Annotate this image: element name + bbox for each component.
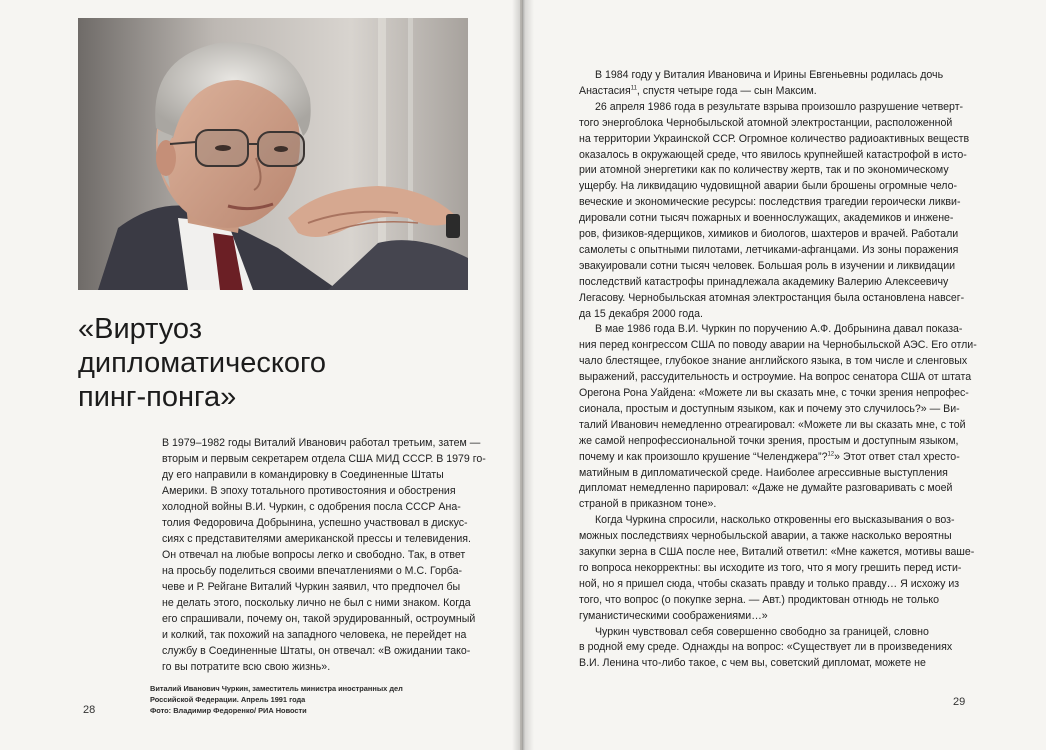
text-line: службу в Соединенные Штаты, он отвечал: «В ожидании тако-: [162, 645, 471, 657]
text-line: [579, 434, 958, 449]
text-line-content: можных последствиях чернобыльской аварии, а также насколько вероятны: [579, 530, 952, 543]
text-line-content: оказалось в окружающей среде, что явилось крупнейшей катастрофой в исто-: [579, 148, 967, 161]
text-line-content: талий Иванович немедленно отреагировал: «Можете ли вы сказать мне, с той: [579, 418, 966, 431]
text-line-content: Легасову. Чернобыльская атомная электростанция была остановлена навсег-: [579, 291, 965, 304]
text-line-content: В мае 1986 года В.И. Чуркин по поручению А.Ф. Добрынина давал показа-: [595, 323, 963, 336]
text-line-content: чало блестящее, глубокое знание английского языка, в том числе и сленговых: [579, 355, 968, 368]
right-page: [523, 0, 1046, 750]
text-line: [579, 307, 703, 322]
text-line: [579, 227, 958, 242]
text-line: [579, 418, 966, 433]
text-line: [579, 259, 955, 274]
text-line-content: матийным в дипломатической среде. Наиболее агрессивные выступления: [579, 466, 948, 479]
text-line-content: рии атомной энергетики как по количеству жертв, так и по экономическому: [579, 164, 949, 177]
text-line: [579, 291, 964, 306]
text-line: [579, 243, 958, 258]
text-line: не делать этого, поскольку лично не был с ними знаком. Когда: [162, 597, 471, 609]
chapter-title: [78, 312, 498, 414]
text-line-content: выражений, рассудительность и остроумие. На вопрос сенатора США от штата: [579, 371, 972, 384]
text-line-content: ния перед конгрессом США по поводу аварии на Чернобыльской АЭС. Его отли-: [579, 339, 977, 352]
text-line-content: ной, но я пришел сюда, чтобы сказать правду и только правду… Я исхожу из: [579, 577, 960, 590]
text-line-content: да 15 декабря 2000 года.: [579, 307, 703, 320]
text-line-content: Орегона Рона Уайдена: «Можете ли вы сказать мне, с точки зрения непрофес-: [579, 387, 969, 399]
text-line: [579, 132, 969, 147]
text-line: [579, 466, 948, 481]
text-line: вторым и первым секретарем отдела США МИД СССР. В 1979 го-: [162, 453, 486, 465]
text-line-content: почему и как произошло крушение “Челенджера”?: [579, 450, 828, 463]
text-line: Он отвечал на любые вопросы легко и свободно. Так, в ответ: [162, 549, 466, 561]
text-line: толия Федоровича Добрынина, успешно участвовал в дискус-: [162, 517, 468, 529]
chapter-title-line: «Виртуоз: [78, 313, 203, 345]
text-line: холодной войны В.И. Чуркин, с одобрения посла СССР Ана-: [162, 501, 461, 513]
text-line-content: Чуркин чувствовал себя совершенно свободно за границей, словно: [595, 625, 929, 638]
text-line: чеве и Р. Рейгане Виталий Чуркин заявил, что предпочел бы: [162, 581, 461, 593]
text-line-content: на территории Украинской ССР. Огромное количество радиоактивных веществ: [579, 132, 970, 145]
text-line: [579, 577, 959, 592]
text-line-content: 26 апреля 1986 года в результате взрыва произошло разрушение четверт-: [595, 100, 964, 113]
caption-line: Российской Федерации. Апрель 1991 года: [150, 695, 306, 704]
text-line: [579, 545, 974, 560]
text-line: [579, 529, 952, 544]
footnote-ref: 12: [827, 451, 835, 458]
caption-line: Виталий Иванович Чуркин, заместитель министра иностранных дел: [150, 684, 403, 693]
text-line-content: гуманистическими соображениями…»: [579, 609, 768, 622]
text-line-content: сионала, простым и доступным языком, как и почему это случилось?» — Ви-: [579, 402, 960, 415]
text-line: [579, 640, 952, 655]
text-line-content: В.И. Ленина что-либо такое, с чем вы, советский дипломат, можете не: [579, 657, 926, 670]
text-line: В 1979–1982 годы Виталий Иванович работал третьим, затем —: [162, 437, 481, 449]
text-line: [579, 179, 957, 194]
text-line: сиях с представителями американской прессы и телевидения.: [162, 533, 471, 545]
chapter-title-line: пинг-понга»: [78, 381, 237, 413]
caption-line: Фото: Владимир Федоренко/ РИА Новости: [150, 706, 307, 715]
text-line-content: эвакуировали сотни тысяч человек. Большая роль в изучении и ликвидации: [579, 259, 956, 272]
text-line-content: самолеты с опытными пилотами, летчиками-афганцами. Из зоны поражения: [579, 243, 959, 256]
text-line: на просьбу поделиться своими впечатлениями о М.С. Горба-: [162, 565, 463, 577]
text-line: [579, 84, 817, 99]
text-line-content: того, что вопрос (о покупке зерна. — Авт.) продиктован отнюдь не только: [579, 593, 939, 606]
text-line: [579, 370, 971, 385]
text-line: [579, 593, 939, 608]
page-number-left: 28: [83, 704, 96, 716]
text-line-content: В 1984 году у Виталия Ивановича и Ирины Евгеньевны родилась дочь: [595, 69, 944, 81]
text-line: и колкий, так похожий на западного человека, не перейдет на: [162, 629, 467, 641]
footnote-ref: 11: [630, 85, 637, 92]
chapter-title-line: дипломатического: [78, 347, 327, 379]
text-line: [579, 148, 967, 163]
text-line: [579, 497, 716, 512]
text-line-content: го вопроса некорректны: вы исходите из того, что я могу грешить перед исти-: [579, 561, 962, 574]
text-line: Америки. В эпоху тотального противостояния и обострения: [162, 485, 456, 497]
text-line-content: Когда Чуркина спросили, насколько откровенны его высказывания о воз-: [595, 514, 955, 527]
text-line: [595, 513, 955, 528]
portrait-illustration: [78, 18, 468, 290]
text-line: [579, 163, 949, 178]
text-line: [579, 386, 969, 401]
text-line: [579, 450, 960, 465]
text-line-content: страной в приказном тоне».: [579, 498, 717, 511]
left-page: [0, 0, 520, 750]
text-line: ду его направили в командировку в Соединенные Штаты: [162, 469, 444, 481]
text-line-content: дировали сотни тысяч пожарных и военнослужащих, академиков и инженe-: [579, 212, 954, 225]
text-line: го вы потратите всю свою жизнь».: [162, 661, 331, 673]
text-line: [579, 275, 948, 290]
text-line-content: же самой непрофессиональной точки зрения, простым и доступным языком,: [579, 434, 959, 447]
text-line-content: того энергоблока Чернобыльской атомной электростанции, расположенной: [579, 116, 953, 129]
text-line-content: дипломат немедленно парировал: «Даже не думайте разговаривать с моей: [579, 482, 953, 495]
text-line: [579, 338, 977, 353]
text-line: [595, 68, 943, 83]
text-line-content: ущербу. На ликвидацию чудовищной аварии были брошены огромные чело-: [579, 180, 957, 193]
text-line: [595, 625, 929, 640]
text-line: [579, 656, 926, 671]
page-number-right: 29: [953, 696, 966, 708]
text-line-continuation: » Этот ответ стал хресто-: [834, 450, 960, 463]
text-line: [579, 609, 768, 624]
portrait-photo: [78, 18, 468, 290]
text-line: [595, 322, 962, 337]
text-line-content: Анастасия: [579, 84, 631, 97]
text-line: [579, 561, 961, 576]
text-line: [579, 195, 960, 210]
text-line: [579, 211, 953, 226]
text-line: [579, 481, 952, 496]
text-line-content: закупки зерна в США после нее, Виталий ответил: «Мне кажется, мотивы ваше-: [579, 546, 975, 558]
text-line: [579, 402, 960, 417]
text-line: его спрашивали, почему он, такой эрудированный, остроумный: [162, 613, 476, 625]
text-line-content: последствий катастрофы принадлежала академику Валерию Алексеевичу: [579, 275, 949, 288]
text-line-content: веческие и экономические ресурсы: последствия трагедии героически ликви-: [579, 196, 961, 209]
text-line-continuation: , спустя четыре года — сын Максим.: [636, 84, 817, 97]
text-line: [579, 116, 952, 131]
text-line-content: ров, физиков-ядерщиков, химиков и биологов, шахтеров и врачей. Работали: [579, 228, 959, 240]
text-line: [579, 354, 967, 369]
book-gutter-shadow: [512, 0, 534, 750]
text-line-content: в родной ему среде. Однажды на вопрос: «Существует ли в произведениях: [579, 641, 953, 654]
text-line: [595, 100, 963, 115]
